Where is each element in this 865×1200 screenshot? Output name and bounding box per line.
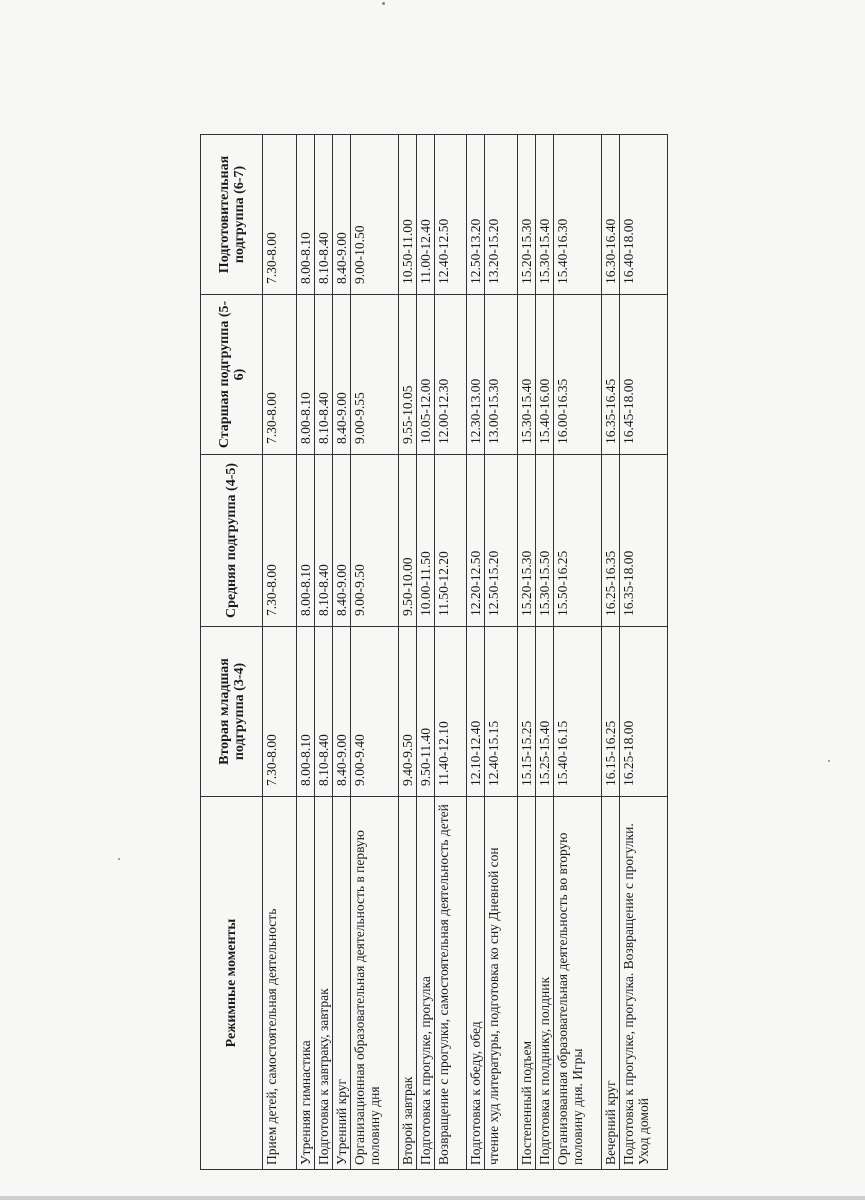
table-row [467,135,485,1170]
activity-cell: Подготовка к полднику, полдник [536,797,554,1170]
time-cell: 7.30-8.00 [263,295,297,455]
scan-speck [382,2,385,5]
activity-cell: Вечерний круг [602,797,620,1170]
activity-cell: Подготовка к завтраку, завтрак [315,797,333,1170]
time-cell: 15.40-16.30 [554,135,602,295]
activity-cell: Утренняя гимнастика [297,797,315,1170]
time-cell: 8.10-8.40 [315,295,333,455]
time-cell: 15.15-15.25 [518,627,536,797]
time-cell: 7.30-8.00 [263,135,297,295]
time-cell: 8.00-8.10 [297,135,315,295]
time-cell: 10.00-11.50 [417,455,435,627]
time-cell: 13.20-15.20 [485,135,518,295]
time-cell: 16.35-16.45 [602,295,620,455]
time-cell: 9.50-10.00 [399,455,417,627]
table-row [297,135,315,1170]
scan-edge [0,1196,865,1200]
time-cell: 9.55-10.05 [399,295,417,455]
time-cell: 9.40-9.50 [399,627,417,797]
activity-cell: Подготовка к прогулке, прогулка [417,797,435,1170]
time-cell: 11.50-12.20 [435,455,467,627]
table-row [399,135,417,1170]
time-cell: 8.00-8.10 [297,627,315,797]
time-cell: 15.50-16.25 [554,455,602,627]
time-cell: 13.00-15.30 [485,295,518,455]
time-cell: 8.40-9.00 [333,627,351,797]
time-cell: 15.30-15.40 [536,135,554,295]
table-row [518,135,536,1170]
time-cell: 8.00-8.10 [297,295,315,455]
time-cell: 15.30-15.50 [536,455,554,627]
time-cell: 9.00-10.50 [351,135,399,295]
table-row [417,135,435,1170]
time-cell: 15.40-16.00 [536,295,554,455]
time-cell: 15.25-15.40 [536,627,554,797]
activity-cell: Прием детей, самостоятельная деятельность [263,797,297,1170]
time-cell: 10.50-11.00 [399,135,417,295]
time-cell: 8.40-9.00 [333,295,351,455]
time-cell: 12.40-15.15 [485,627,518,797]
time-cell: 8.10-8.40 [315,135,333,295]
time-cell: 16.45-18.00 [620,295,668,455]
table-row [602,135,620,1170]
time-cell: 15.30-15.40 [518,295,536,455]
time-cell: 12.10-12.40 [467,627,485,797]
header-activity: Режимные моменты [201,797,263,1170]
time-cell: 8.00-8.10 [297,455,315,627]
table-row [554,135,602,1170]
time-cell: 10.05-12.00 [417,295,435,455]
table-row [536,135,554,1170]
table-row [485,135,518,1170]
activity-cell: Постепенный подъем [518,797,536,1170]
scan-speck [828,760,830,762]
schedule-sheet [200,135,651,1170]
activity-cell: Второй завтрак [399,797,417,1170]
time-cell: 7.30-8.00 [263,455,297,627]
time-cell: 12.50-13.20 [467,135,485,295]
header-group-5-6: Старшая подгруппа (5-6) [201,295,263,455]
table-row [315,135,333,1170]
time-cell: 9.00-9.40 [351,627,399,797]
time-cell: 15.20-15.30 [518,135,536,295]
time-cell: 12.50-15.20 [485,455,518,627]
time-cell: 12.40-12.50 [435,135,467,295]
activity-cell: Организованная образовательная деятельность во вторую половину дня. Игры [554,797,602,1170]
time-cell: 15.20-15.30 [518,455,536,627]
time-cell: 16.15-16.25 [602,627,620,797]
time-cell: 16.00-16.35 [554,295,602,455]
activity-cell: Организационная образовательная деятельность в первую половину дня [351,797,399,1170]
time-cell: 16.25-18.00 [620,627,668,797]
header-group-3-4: Вторая младшая подгруппа (3-4) [201,627,263,797]
time-cell: 9.00-9.55 [351,295,399,455]
time-cell: 9.00-9.50 [351,455,399,627]
time-cell: 16.40-18.00 [620,135,668,295]
activity-cell: Подготовка к прогулке, прогулка. Возвращение с прогулки. Уход домой [620,797,668,1170]
activity-cell: Утренний круг [333,797,351,1170]
header-group-6-7: Подготовительная подгруппа (6-7) [201,135,263,295]
time-cell: 16.25-16.35 [602,455,620,627]
time-cell: 16.30-16.40 [602,135,620,295]
time-cell: 8.40-9.00 [333,455,351,627]
time-cell: 8.40-9.00 [333,135,351,295]
time-cell: 12.30-13.00 [467,295,485,455]
time-cell: 8.10-8.40 [315,455,333,627]
header-group-4-5: Средняя подгруппа (4-5) [201,455,263,627]
time-cell: 12.00-12.30 [435,295,467,455]
time-cell: 16.35-18.00 [620,455,668,627]
time-cell: 11.00-12.40 [417,135,435,295]
header-row [201,135,263,1170]
time-cell: 9.50-11.40 [417,627,435,797]
schedule-body [263,135,668,1170]
table-row [620,135,668,1170]
table-row [333,135,351,1170]
table-row [263,135,297,1170]
time-cell: 12.20-12.50 [467,455,485,627]
time-cell: 7.30-8.00 [263,627,297,797]
schedule-table [200,134,668,1170]
table-row [351,135,399,1170]
activity-cell: Подготовка к обеду, обед [467,797,485,1170]
time-cell: 15.40-16.15 [554,627,602,797]
table-row [435,135,467,1170]
activity-cell: чтение худ литературы, подготовка ко сну Дневной сон [485,797,518,1170]
time-cell: 8.10-8.40 [315,627,333,797]
scan-speck [118,858,120,860]
activity-cell: Возвращение с прогулки, самостоятельная деятельность детей [435,797,467,1170]
time-cell: 11.40-12.10 [435,627,467,797]
